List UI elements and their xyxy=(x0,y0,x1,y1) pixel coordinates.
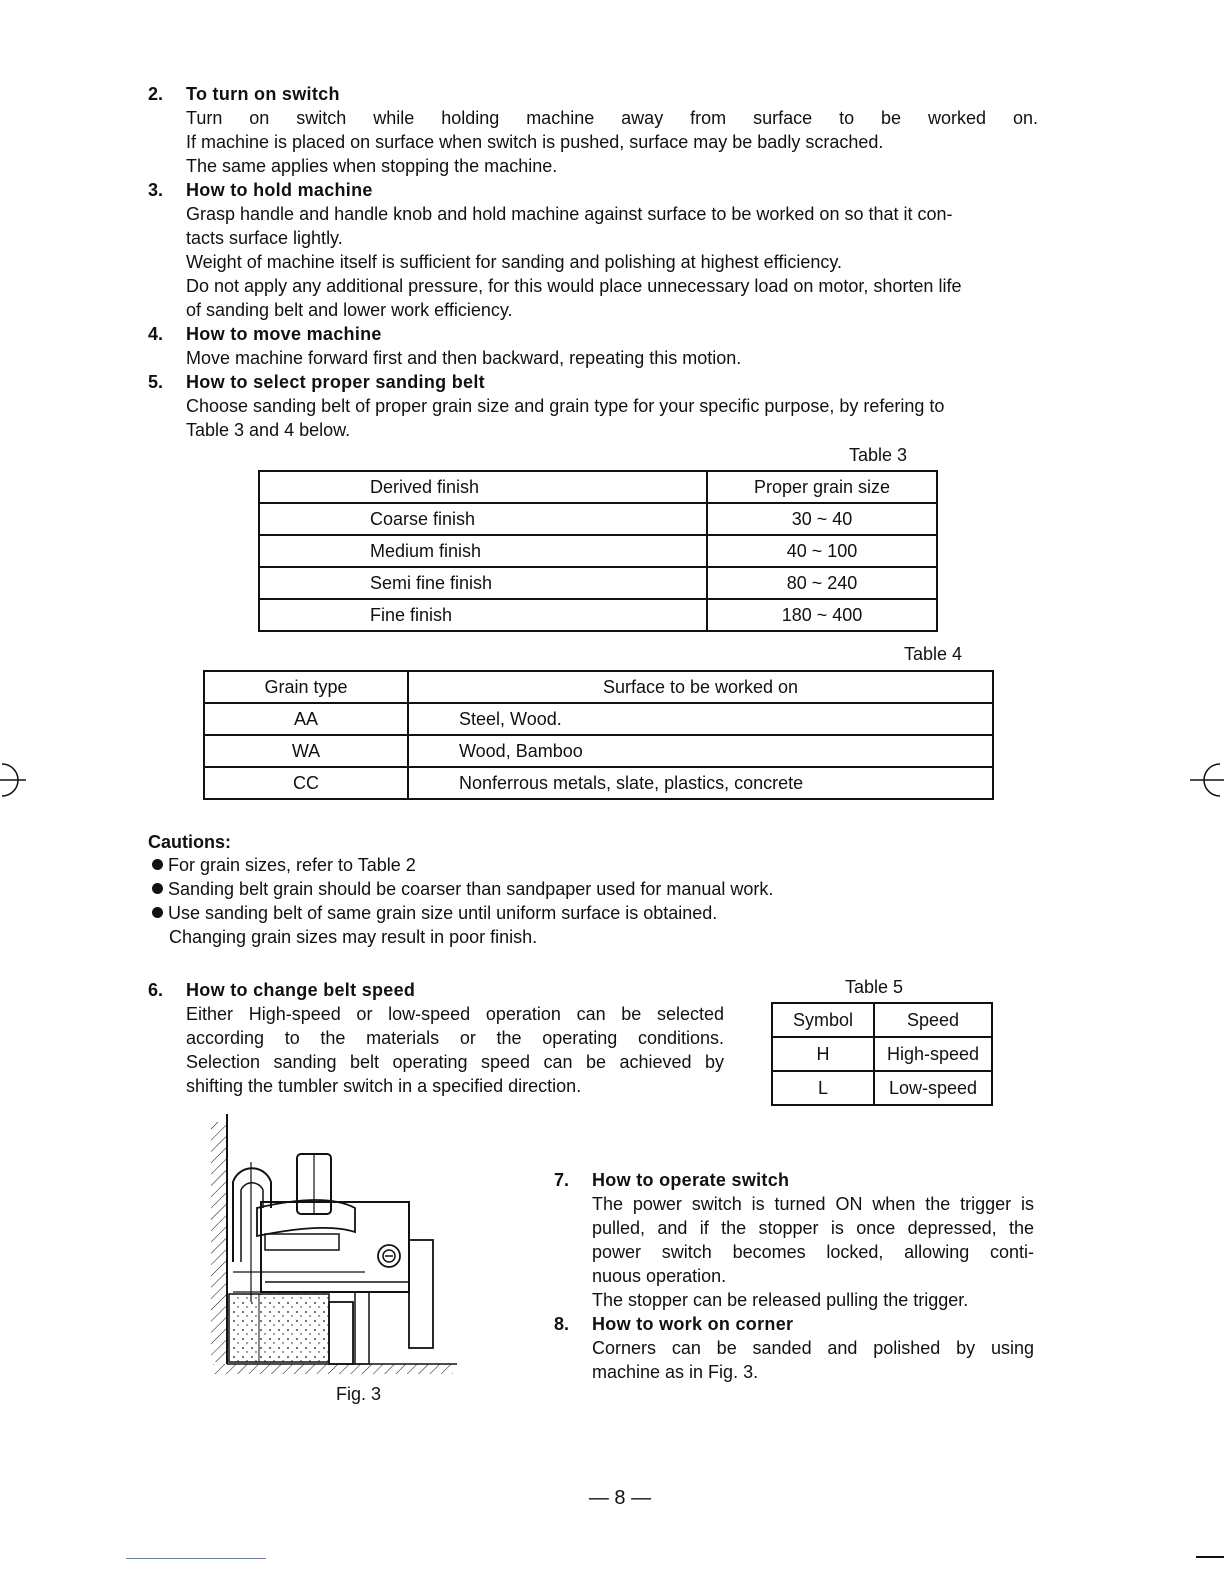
section-8-title: How to work on corner xyxy=(592,1314,794,1334)
section-6-number: 6. xyxy=(148,980,164,1000)
section-7-title: How to operate switch xyxy=(592,1170,790,1190)
section-5-line-2: Table 3 and 4 below. xyxy=(186,420,351,440)
bottom-divider-right xyxy=(1196,1556,1224,1558)
caution-item: Use sanding belt of same grain size until uniform surface is obtained. xyxy=(152,901,717,925)
table-4-header-surface: Surface to be worked on xyxy=(408,671,993,703)
section-3-number: 3. xyxy=(148,180,164,200)
section-7-line-2: pulled, and if the stopper is once depressed, the xyxy=(592,1218,1034,1238)
table-row xyxy=(204,703,993,735)
table-row xyxy=(204,671,993,703)
table-5-cell: High-speed xyxy=(874,1037,992,1071)
section-7-line-5: The stopper can be released pulling the trigger. xyxy=(592,1290,969,1310)
bullet-icon xyxy=(152,907,163,918)
table-5-cell: L xyxy=(772,1071,874,1105)
table-3-header-grain: Proper grain size xyxy=(707,471,937,503)
sander-corner-illustration-icon xyxy=(205,1112,465,1382)
table-row xyxy=(772,1003,992,1037)
section-5-line-1: Choose sanding belt of proper grain size and grain type for your specific purpose, by refering to xyxy=(186,396,945,416)
cautions-title: Cautions: xyxy=(148,832,231,852)
table-3-cell: Semi fine finish xyxy=(259,567,707,599)
table-3-cell: Fine finish xyxy=(259,599,707,631)
table-4-cell: Nonferrous metals, slate, plastics, concrete xyxy=(408,767,993,799)
table-row xyxy=(204,767,993,799)
table-row xyxy=(259,503,937,535)
section-2-line-1: Turn on switch while holding machine away from surface to be worked on. xyxy=(186,108,1038,128)
section-7-line-4: nuous operation. xyxy=(592,1266,727,1286)
section-7-line-1: The power switch is turned ON when the trigger is xyxy=(592,1194,1034,1214)
section-4-line-1: Move machine forward first and then backward, repeating this motion. xyxy=(186,348,742,368)
section-6-line-3: Selection sanding belt operating speed can be achieved by xyxy=(186,1052,724,1072)
table-4-caption: Table 4 xyxy=(904,644,963,664)
table-3-cell: 30 ~ 40 xyxy=(707,503,937,535)
table-3 xyxy=(258,470,938,632)
table-5-header-symbol: Symbol xyxy=(772,1003,874,1037)
table-3-cell: 40 ~ 100 xyxy=(707,535,937,567)
table-5-cell: Low-speed xyxy=(874,1071,992,1105)
registration-mark-left-icon xyxy=(0,760,30,800)
table-row xyxy=(259,567,937,599)
caution-item: For grain sizes, refer to Table 2 xyxy=(152,853,416,877)
table-4-cell: CC xyxy=(204,767,408,799)
caution-continuation: Changing grain sizes may result in poor finish. xyxy=(169,927,538,947)
section-2-number: 2. xyxy=(148,84,164,104)
table-4 xyxy=(203,670,994,800)
section-6-line-4: shifting the tumbler switch in a specified direction. xyxy=(186,1076,582,1096)
table-3-cell: 180 ~ 400 xyxy=(707,599,937,631)
section-5-title: How to select proper sanding belt xyxy=(186,372,485,392)
table-3-caption: Table 3 xyxy=(849,445,908,465)
table-row xyxy=(772,1071,992,1105)
table-3-cell: Coarse finish xyxy=(259,503,707,535)
table-4-cell: AA xyxy=(204,703,408,735)
table-3-header-finish: Derived finish xyxy=(259,471,707,503)
section-5-number: 5. xyxy=(148,372,164,392)
table-5 xyxy=(771,1002,993,1106)
section-8-number: 8. xyxy=(554,1314,570,1334)
section-4-title: How to move machine xyxy=(186,324,382,344)
section-8-line-1: Corners can be sanded and polished by using xyxy=(592,1338,1034,1358)
section-7-number: 7. xyxy=(554,1170,570,1190)
bullet-icon xyxy=(152,883,163,894)
section-3-line-1: Grasp handle and handle knob and hold machine against surface to be worked on so that it con- xyxy=(186,204,953,224)
section-3-line-3: Weight of machine itself is sufficient for sanding and polishing at highest efficiency. xyxy=(186,252,843,272)
table-4-cell: Wood, Bamboo xyxy=(408,735,993,767)
table-4-cell: WA xyxy=(204,735,408,767)
caution-item: Sanding belt grain should be coarser than sandpaper used for manual work. xyxy=(152,877,773,901)
section-6-line-1: Either High-speed or low-speed operation can be selected xyxy=(186,1004,724,1024)
page-number: — 8 — xyxy=(588,1487,652,1509)
registration-mark-right-icon xyxy=(1190,760,1224,800)
section-3-line-4: Do not apply any additional pressure, for this would place unnecessary load on motor, shorten life xyxy=(186,276,962,296)
figure-caption: Fig. 3 xyxy=(336,1384,382,1404)
table-5-header-speed: Speed xyxy=(874,1003,992,1037)
table-5-caption: Table 5 xyxy=(845,977,904,997)
section-7-line-3: power switch becomes locked, allowing conti- xyxy=(592,1242,1034,1262)
table-4-cell: Steel, Wood. xyxy=(408,703,993,735)
table-row xyxy=(259,599,937,631)
section-8-line-2: machine as in Fig. 3. xyxy=(592,1362,759,1382)
section-3-line-5: of sanding belt and lower work efficiency. xyxy=(186,300,513,320)
section-2-line-3: The same applies when stopping the machine. xyxy=(186,156,558,176)
section-3-title: How to hold machine xyxy=(186,180,373,200)
table-row xyxy=(259,535,937,567)
section-6-line-2: according to the materials or the operating conditions. xyxy=(186,1028,724,1048)
section-2-title: To turn on switch xyxy=(186,84,340,104)
table-row xyxy=(204,735,993,767)
section-6-title: How to change belt speed xyxy=(186,980,416,1000)
bottom-divider-left xyxy=(126,1558,266,1559)
table-row xyxy=(259,471,937,503)
bullet-icon xyxy=(152,859,163,870)
table-row xyxy=(772,1037,992,1071)
section-3-line-2: tacts surface lightly. xyxy=(186,228,343,248)
table-3-cell: 80 ~ 240 xyxy=(707,567,937,599)
table-3-cell: Medium finish xyxy=(259,535,707,567)
section-4-number: 4. xyxy=(148,324,164,344)
table-5-cell: H xyxy=(772,1037,874,1071)
table-4-header-type: Grain type xyxy=(204,671,408,703)
section-2-line-2: If machine is placed on surface when switch is pushed, surface may be badly scrached. xyxy=(186,132,884,152)
